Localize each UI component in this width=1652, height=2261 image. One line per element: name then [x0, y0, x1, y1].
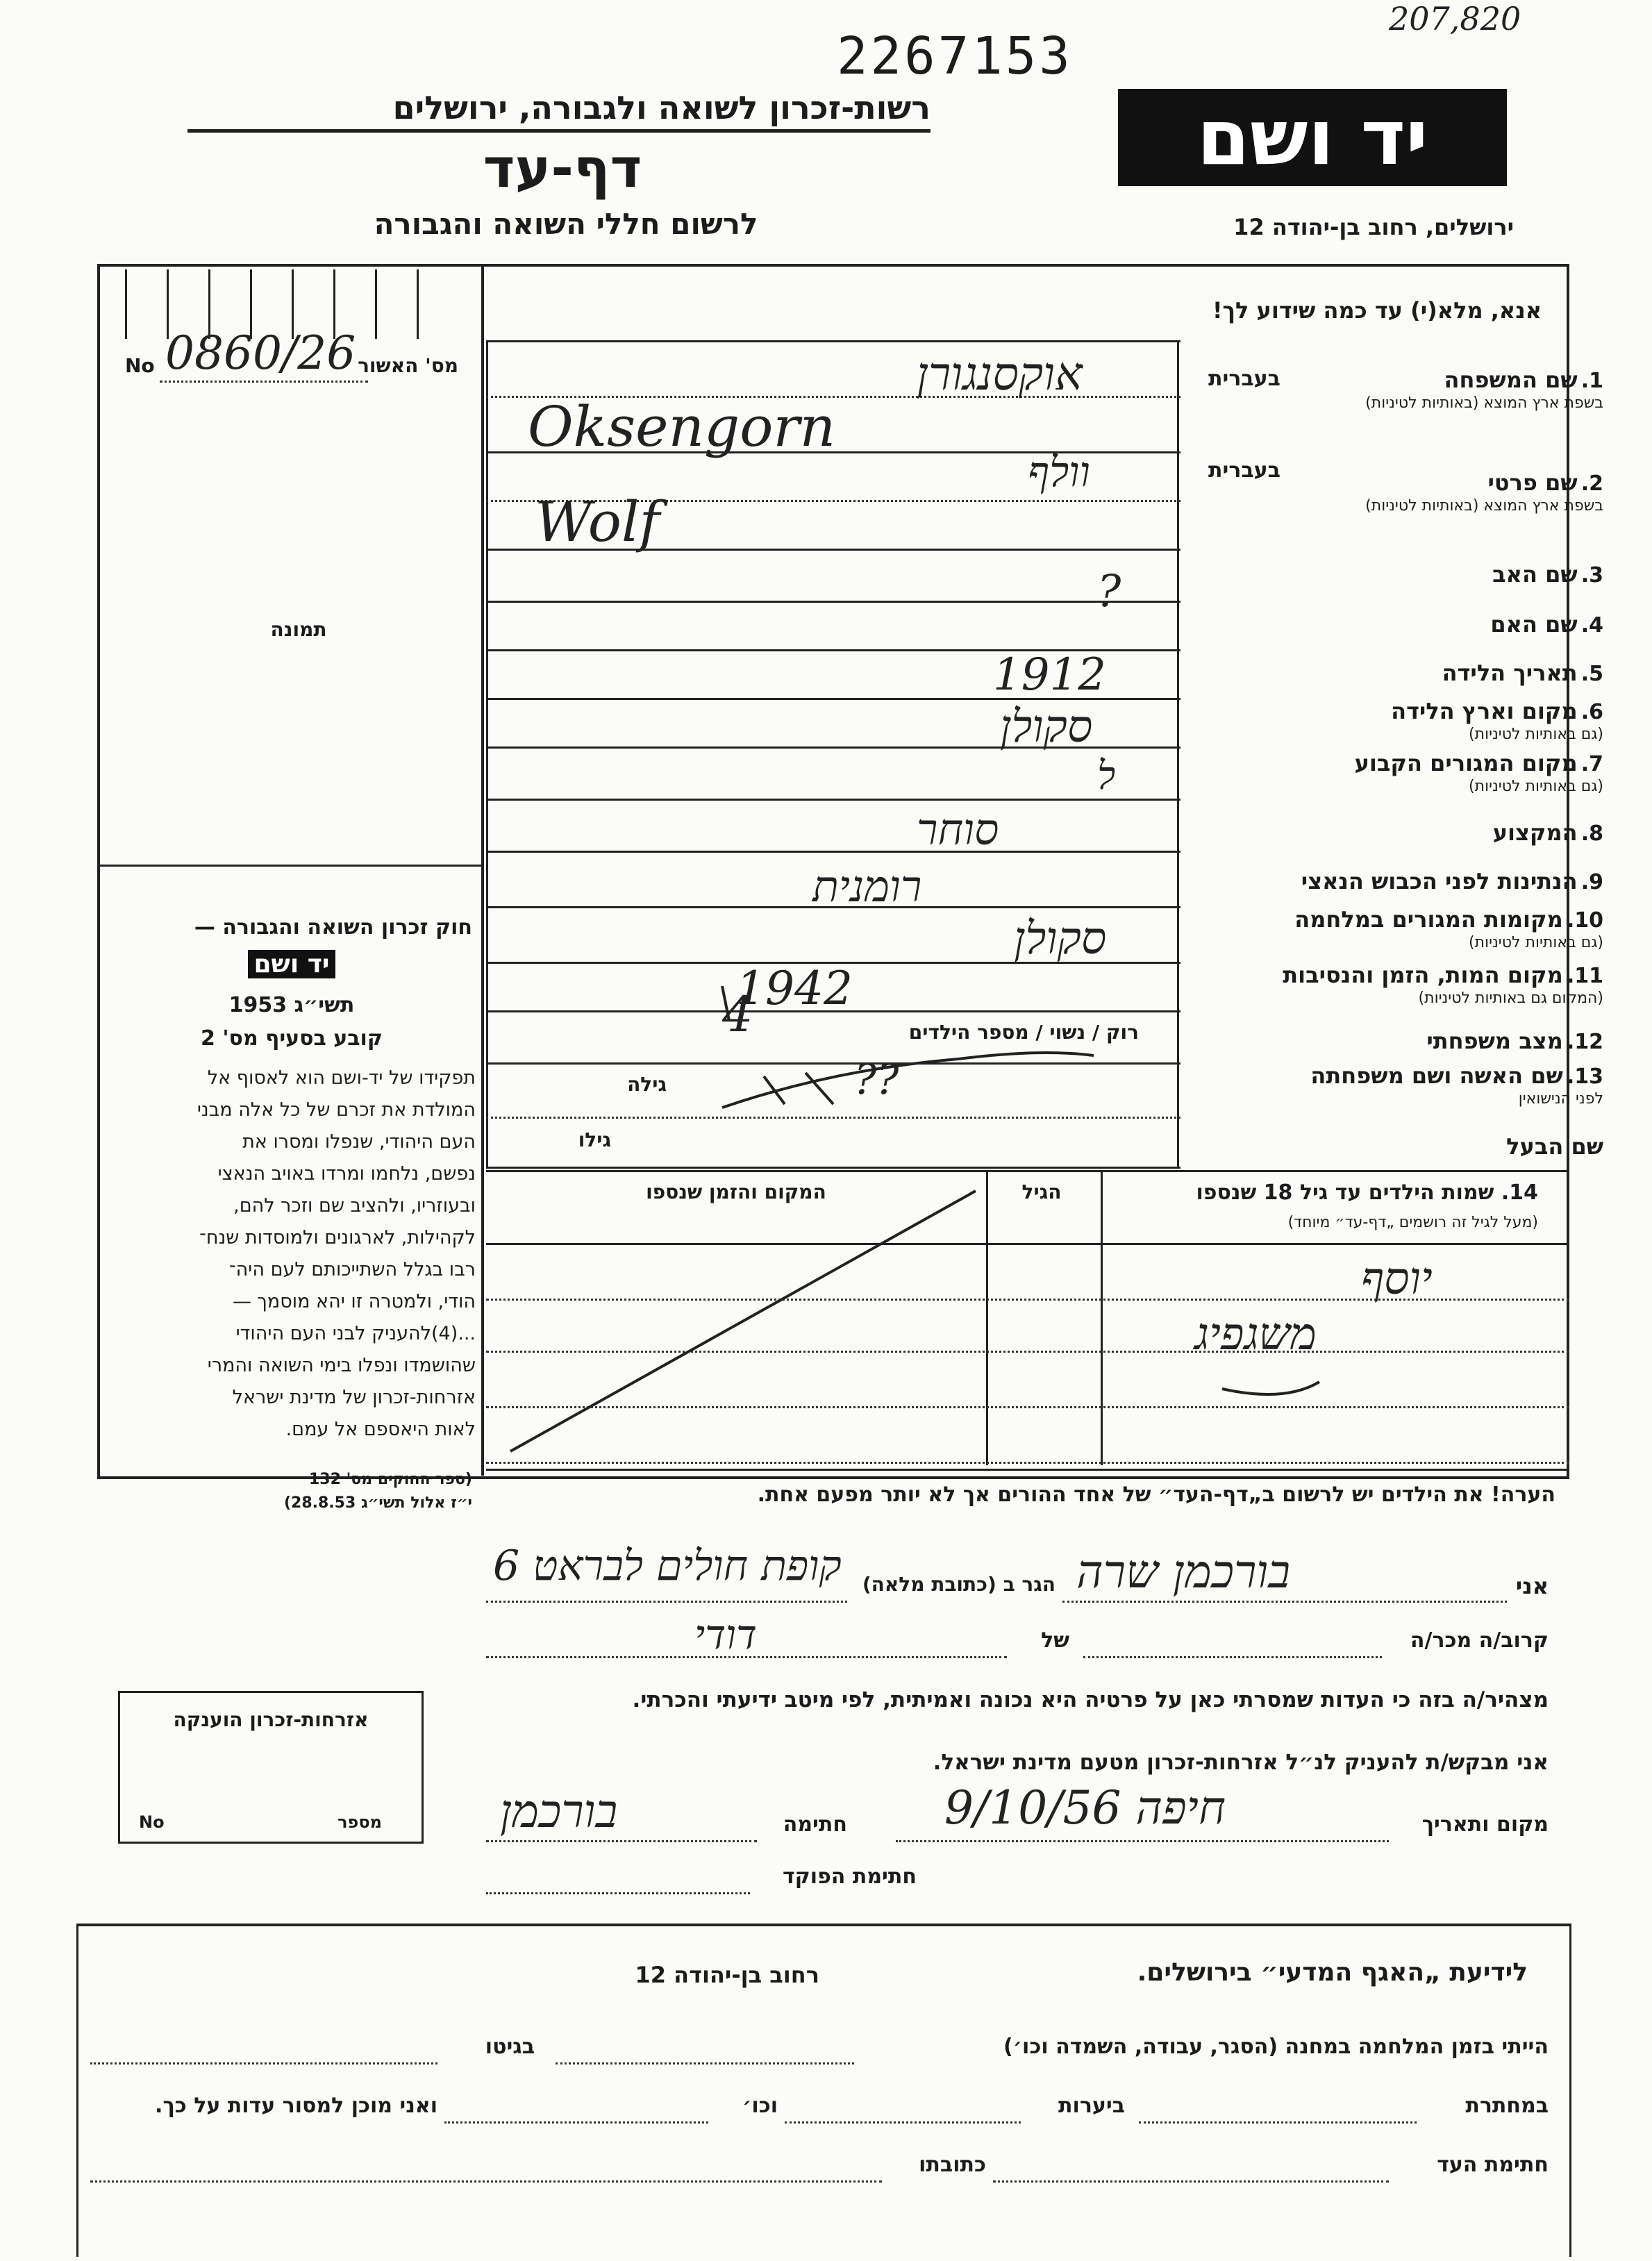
- law-line: העם היהודי, שנפלו ומסרו את: [242, 1131, 476, 1153]
- row-3-value: ?: [1097, 566, 1121, 617]
- children-label: 14. שמות הילדים עד גיל 18 שנספו: [1196, 1180, 1538, 1205]
- footer-line2-c-line: [444, 2121, 708, 2124]
- law-line: תפקידו של יד-ושם הוא לאסוף אל: [207, 1067, 476, 1089]
- row-husband-label: שם הבעל: [1506, 1133, 1603, 1160]
- law-title: חוק זכרון השואה והגבורה —: [194, 915, 472, 940]
- footer-address: רחוב בן-יהודה 12: [635, 1962, 819, 1988]
- law-line: רבו בגלל השתייכותם לעם היה־: [228, 1259, 476, 1280]
- row-9-value: רומנית: [812, 861, 922, 912]
- approval-no: No: [125, 354, 155, 377]
- signature-line: [486, 1840, 757, 1842]
- row-10-label: 10. מקומות המגורים במלחמה (גם באותיות לטיניות): [1294, 906, 1603, 951]
- declaration-text: מצהיר/ה בזה כי העדות שמסרתי כאן על פרטיה היא נכונה ואמיתית, לפי מיטב ידיעתי והכרתי.: [632, 1687, 1549, 1712]
- declarant-of-label: של: [1041, 1628, 1069, 1653]
- footer-line3-b-line: [90, 2180, 882, 2183]
- row-11-label: 11. מקום המות, הזמן והנסיבות (המקום גם באותיות לטיניות): [1283, 962, 1603, 1007]
- child-2-name: משגפיג: [1194, 1309, 1317, 1360]
- footer-line2-a: במחתרת: [1465, 2094, 1549, 2118]
- row-2-label: 2. שם פרטי בשפת ארץ המוצא (באותיות לטיניות): [1365, 469, 1603, 515]
- row-13-label: 13. שם האשה ושם משפחתה לפני הנישואין: [1310, 1062, 1603, 1108]
- law-year: תשי״ג 1953: [228, 993, 355, 1017]
- footer-line1-a-line: [556, 2062, 854, 2064]
- approval-label: מס' האשור: [358, 354, 458, 377]
- law-line: ובעוזריו, ולהציב שם וזכר להם,: [233, 1195, 476, 1217]
- row-1-latin-value: Oksengorn: [528, 394, 836, 459]
- law-logo-mark: יד ושם: [248, 950, 335, 978]
- declarant-relation: דודי: [694, 1611, 757, 1658]
- row-8-value: סוחר: [917, 804, 999, 855]
- declarant-me: אני: [1515, 1573, 1549, 1599]
- request-text: אני מבקש/ת להעניק לנ״ל אזרחות-זכרון מטעם מדינת ישראל.: [933, 1750, 1549, 1775]
- row-5-label: 5. תאריך הלידה: [1442, 660, 1603, 686]
- footer-line1-b-line: [90, 2062, 437, 2064]
- note-text: הערה! את הילדים יש לרשום ב„דף-העד״ של אחד ההורים אך לא יותר מפעם אחת.: [757, 1483, 1555, 1507]
- officer-signature-label: חתימת הפוקד: [783, 1864, 917, 1889]
- document-number: 2267153: [837, 26, 1073, 86]
- law-line: ...(4)להעניק לבני העם היהודי: [235, 1323, 476, 1344]
- row-7-value: ל: [1097, 753, 1116, 799]
- row-5-value: 1912: [993, 649, 1106, 701]
- row-7-label: 7. מקום המגורים הקבוע (גם באותיות לטיניות): [1354, 750, 1603, 795]
- row-9-label: 9. הנתינות לפני הכבוש הנאצי: [1301, 868, 1603, 894]
- child-1-name: יוסף: [1361, 1253, 1433, 1305]
- signature-label: חתימה: [783, 1812, 847, 1837]
- children-sub: (מעל לגיל זה רושמים „דף-עד״ מיוחד): [1287, 1214, 1538, 1231]
- footer-top-line: [76, 1924, 1569, 1926]
- law-line: המולדת את זכרם של כל אלה מבני: [197, 1099, 476, 1121]
- header-address: ירושלים, רחוב בן-יהודה 12: [1233, 214, 1514, 240]
- footer-right-line: [1569, 1924, 1571, 2257]
- place-date-value: חיפה 9/10/56: [944, 1781, 1226, 1835]
- law-line: לקהילות, לארגונים ולמוסדות שנח־: [199, 1227, 476, 1249]
- row-1-label: 1. שם המשפחה בשפת ארץ המוצא (באותיות לטיניות): [1365, 367, 1603, 412]
- authority-name: רשות-זכרון לשואה ולגבורה, ירושלים: [392, 89, 931, 126]
- husband-age-label: גילו: [578, 1128, 611, 1151]
- row-1-tag: בעברית: [1208, 367, 1280, 391]
- footer-left-line: [76, 1924, 78, 2257]
- law-ref-1: (ספר החוקים מס' 132: [308, 1471, 472, 1488]
- citizenship-box-number-label: מספר: [337, 1812, 382, 1832]
- approval-number-value: 0860/26: [165, 326, 356, 380]
- citizenship-box-no: No: [139, 1812, 165, 1832]
- form-title: דף-עד: [483, 137, 642, 200]
- intro-text: אנא, מלא(י) עד כמה שידוע לך!: [1212, 297, 1542, 324]
- row-3-label: 3. שם האב: [1492, 561, 1603, 587]
- footer-line3-a-line: [993, 2180, 1389, 2183]
- footer-line3-b: כתובתו: [919, 2153, 986, 2177]
- place-date-label: מקום ותאריך: [1421, 1812, 1549, 1837]
- footer-line2-c: וכו׳: [742, 2094, 778, 2118]
- declarant-relative-label: קרוב/ה מכר/ה: [1410, 1628, 1549, 1653]
- law-line: אזרחות-זכרון של מדינת ישראל: [232, 1387, 476, 1408]
- footer-line1-text: הייתי בזמן המלחמה במחנה (הסגר, עבודה, השמדה וכו׳): [1003, 2035, 1549, 2059]
- signature-value: בורכמן: [500, 1785, 618, 1838]
- row-1-hebrew-value: אוקסנגורן: [917, 347, 1083, 401]
- row-2-hebrew-value: וולף: [1028, 448, 1090, 497]
- law-line: נפשם, נלחמו ומרדו באויב הנאצי: [217, 1163, 476, 1185]
- declarant-relative-line: [1083, 1656, 1382, 1658]
- row-2-latin-value: Wolf: [535, 490, 660, 554]
- declarant-address-line: [486, 1601, 847, 1603]
- officer-signature-line: [486, 1892, 750, 1894]
- row-2-tag: בעברית: [1208, 458, 1280, 483]
- place-date-line: [896, 1840, 1389, 1842]
- footer-line2-b-line: [785, 2121, 1021, 2124]
- law-line: שהושמדו ונפלו בימי השואה והמרי: [207, 1355, 476, 1376]
- declarant-name-line: [1062, 1601, 1507, 1603]
- law-line: לאות היאספם אל עמם.: [285, 1419, 476, 1440]
- declarant-address: קופת חולים לבראט 6: [493, 1542, 842, 1590]
- children-age-header: הגיל: [1021, 1180, 1062, 1203]
- declarant-residing-label: הגר ב (כתובת מלאה): [862, 1573, 1056, 1596]
- row-13-value: ??: [854, 1056, 899, 1104]
- row-10-value: סקולן: [1014, 913, 1107, 965]
- citizenship-box-title: אזרחות-זכרון הוענקה: [173, 1708, 369, 1731]
- form-subtitle: לרשום חללי השואה והגבורה: [374, 207, 758, 241]
- footer-line2-a-line: [1139, 2121, 1417, 2124]
- row-4-label: 4. שם האם: [1490, 611, 1603, 637]
- footer-line2-d: ואני מוכן למסור עדות על כך.: [155, 2094, 437, 2118]
- footer-line1-b: בגיטו: [485, 2035, 535, 2059]
- children-place-header: המקום והזמן שנספו: [646, 1180, 826, 1203]
- corner-note: 207,820: [1389, 0, 1521, 37]
- yad-vashem-logo: יד ושם: [1118, 89, 1507, 186]
- law-clause: קובע בסעיף מס' 2: [201, 1026, 383, 1051]
- row-13-age-label: גילה: [627, 1073, 667, 1096]
- photo-label: תמונה: [270, 618, 327, 641]
- law-line: הודי, ולמטרה זו יהא מוסמך —: [232, 1291, 476, 1312]
- footer-title: לידיעת „האגף המדעי״ בירושלים.: [1137, 1958, 1528, 1987]
- law-ref-2: י״ז אלול תשי״ג 28.8.53): [283, 1494, 472, 1512]
- declarant-name: בורכמן שרה: [1076, 1545, 1291, 1599]
- row-12-label: 12. מצב משפחתי: [1426, 1028, 1603, 1054]
- row-12-status-label: רוק / נשוי / מספר הילדים: [908, 1021, 1139, 1044]
- row-12-value: 4: [722, 986, 753, 1043]
- row-6-label: 6. מקום וארץ הלידה (גם באותיות לטיניות): [1391, 698, 1603, 743]
- row-11-value: 1942: [736, 962, 853, 1015]
- row-8-label: 8. המקצוע: [1492, 819, 1603, 846]
- footer-line3-a: חתימת העד: [1437, 2153, 1549, 2177]
- row-6-value: סקולן: [1000, 701, 1093, 753]
- footer-line2-b: ביערות: [1058, 2094, 1125, 2118]
